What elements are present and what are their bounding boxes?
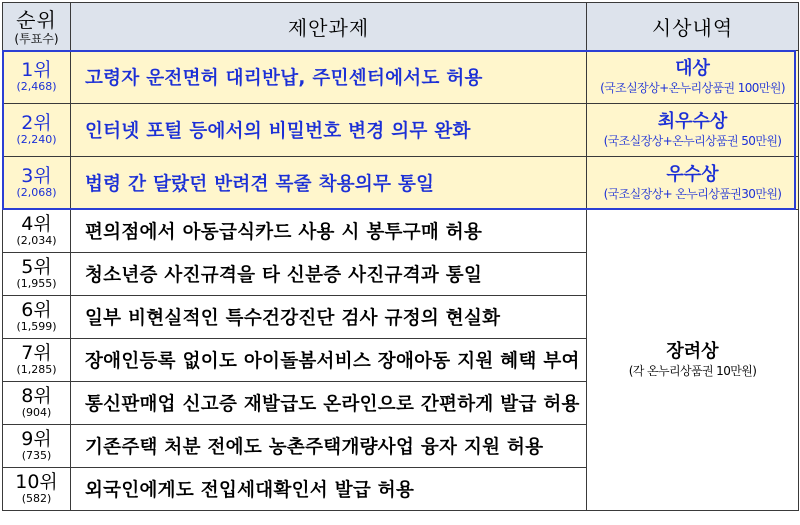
vote-count: (1,285) xyxy=(16,363,57,377)
rank-header-label: 순위 xyxy=(16,7,57,32)
task-cell: 장애인등록 없이도 아이돌봄서비스 장애아동 지원 혜택 부여 xyxy=(71,339,587,382)
rank-label: 6위 xyxy=(21,299,52,322)
task-cell: 인터넷 포털 등에서의 비밀번호 변경 의무 완화 xyxy=(71,104,587,157)
award-detail: (각 온누리상품권 10만원) xyxy=(628,363,757,378)
rank-cell xyxy=(3,253,71,296)
award-name: 대상 xyxy=(675,58,710,80)
task-cell: 기존주택 처분 전에도 농촌주택개량사업 융자 지원 허용 xyxy=(71,425,587,468)
rank-label: 2위 xyxy=(21,112,52,135)
task-cell: 일부 비현실적인 특수건강진단 검사 규정의 현실화 xyxy=(71,296,587,339)
vote-count: (2,468) xyxy=(16,80,57,94)
rank-label: 8위 xyxy=(21,385,52,408)
table-row-rank-4 xyxy=(3,210,799,253)
rank-cell xyxy=(3,51,71,104)
rank-cell xyxy=(3,339,71,382)
shared-award-cell xyxy=(587,210,799,511)
rank-column-header xyxy=(3,3,71,51)
task-cell: 편의점에서 아동급식카드 사용 시 봉투구매 허용 xyxy=(71,210,587,253)
vote-count: (1,599) xyxy=(16,320,57,334)
rank-label: 7위 xyxy=(21,342,52,365)
rank-label: 4위 xyxy=(21,213,52,236)
table-row-rank-1 xyxy=(3,51,799,104)
rank-label: 1위 xyxy=(21,59,52,82)
votes-header-label: (투표수) xyxy=(14,31,59,46)
vote-count: (1,955) xyxy=(16,277,57,291)
award-name: 최우수상 xyxy=(657,111,728,133)
rank-label: 9위 xyxy=(21,428,52,451)
award-cell xyxy=(587,104,799,157)
award-detail: (국조실장상+온누리상품권 50만원) xyxy=(603,133,782,148)
rank-cell xyxy=(3,210,71,253)
ranking-table-container xyxy=(2,2,799,511)
table-row-rank-3 xyxy=(3,157,799,210)
task-cell: 청소년증 사진규격을 타 신분증 사진규격과 통일 xyxy=(71,253,587,296)
award-cell xyxy=(587,51,799,104)
table-header-row xyxy=(3,3,799,51)
vote-count: (2,068) xyxy=(16,186,57,200)
vote-count: (2,034) xyxy=(16,234,57,248)
rank-label: 3위 xyxy=(21,165,52,188)
task-cell: 통신판매업 신고증 재발급도 온라인으로 간편하게 발급 허용 xyxy=(71,382,587,425)
rank-cell xyxy=(3,468,71,511)
award-name: 장려상 xyxy=(666,341,719,363)
award-detail: (국조실장상+ 온누리상품권30만원) xyxy=(603,186,782,201)
vote-count: (904) xyxy=(21,406,52,420)
rank-cell xyxy=(3,104,71,157)
rank-cell xyxy=(3,425,71,468)
award-detail: (국조실장상+온누리상품권 100만원) xyxy=(600,80,785,95)
table-row-rank-2 xyxy=(3,104,799,157)
award-cell xyxy=(587,157,799,210)
vote-count: (582) xyxy=(21,492,52,506)
rank-cell xyxy=(3,157,71,210)
rank-cell xyxy=(3,296,71,339)
rank-cell xyxy=(3,382,71,425)
award-column-header: 시상내역 xyxy=(587,3,799,51)
vote-count: (2,240) xyxy=(16,133,57,147)
vote-count: (735) xyxy=(21,449,52,463)
award-name: 우수상 xyxy=(666,164,719,186)
task-cell: 외국인에게도 전입세대확인서 발급 허용 xyxy=(71,468,587,511)
rank-label: 10위 xyxy=(15,471,58,494)
task-column-header: 제안과제 xyxy=(71,3,587,51)
task-cell: 고령자 운전면허 대리반납, 주민센터에서도 허용 xyxy=(71,51,587,104)
ranking-table xyxy=(2,2,799,511)
rank-label: 5위 xyxy=(21,256,52,279)
task-cell: 법령 간 달랐던 반려견 목줄 착용의무 통일 xyxy=(71,157,587,210)
